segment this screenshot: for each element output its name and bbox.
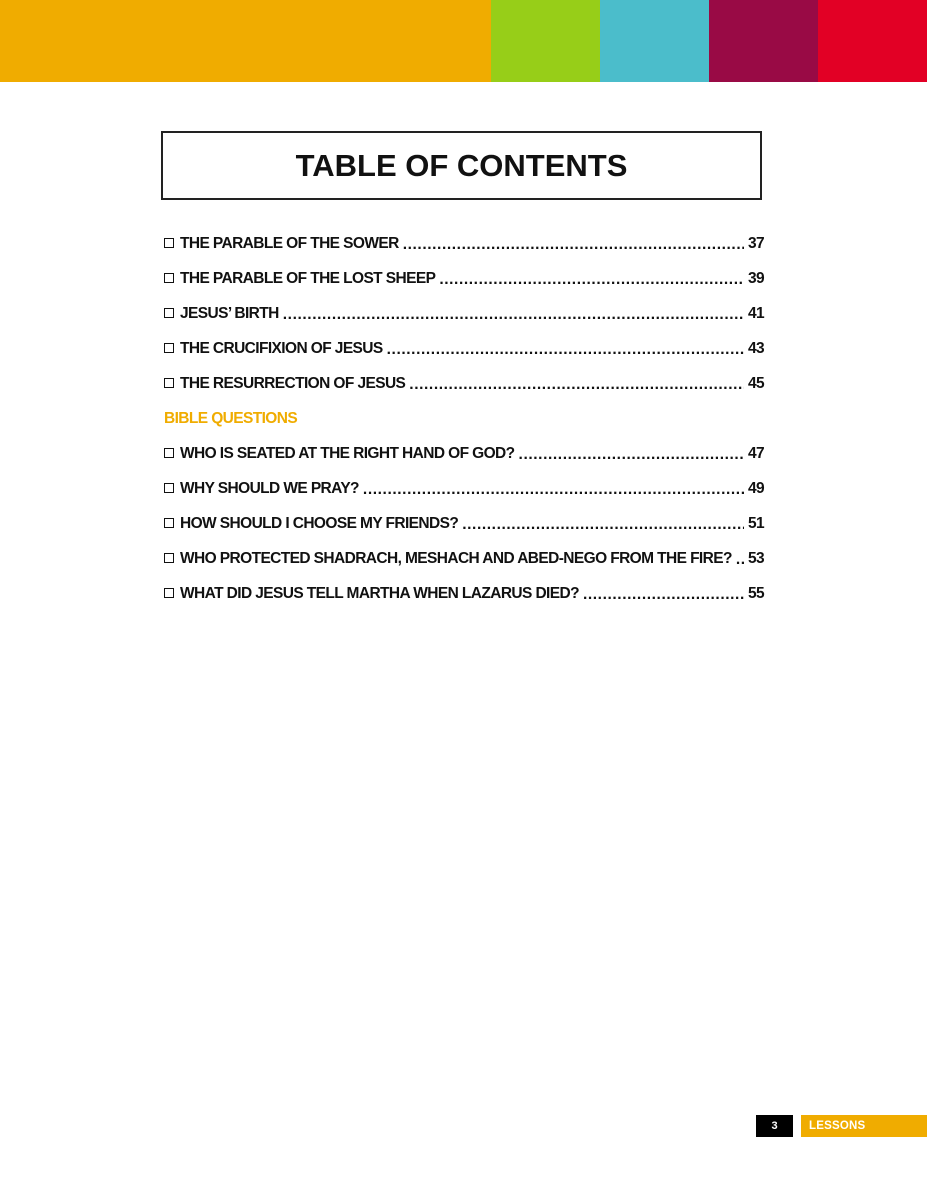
section-heading: BIBLE QUESTIONS (164, 409, 298, 427)
checkbox-icon[interactable] (164, 448, 174, 458)
checkbox-icon[interactable] (164, 273, 174, 283)
checkbox-icon[interactable] (164, 483, 174, 493)
toc-entry-label: THE PARABLE OF THE SOWER (180, 234, 399, 252)
toc-entry[interactable] (164, 331, 764, 366)
checkbox-icon[interactable] (164, 308, 174, 318)
band-segment-cyan (600, 0, 709, 82)
toc-entry[interactable] (164, 261, 764, 296)
toc-entry-page: 51 (747, 514, 764, 532)
toc-entry-page: 49 (747, 479, 764, 497)
toc-entry-page: 41 (747, 304, 764, 322)
checkbox-icon[interactable] (164, 518, 174, 528)
toc-entry-page: 55 (747, 584, 764, 602)
toc-entry-page: 39 (747, 269, 764, 287)
toc-entry-page: 37 (747, 234, 764, 252)
checkbox-icon[interactable] (164, 588, 174, 598)
toc-entry-label: WHY SHOULD WE PRAY? (180, 479, 359, 497)
checkbox-icon[interactable] (164, 343, 174, 353)
toc-entry-label: HOW SHOULD I CHOOSE MY FRIENDS? (180, 514, 459, 532)
toc-entry-label: JESUS’ BIRTH (180, 304, 279, 322)
dot-leader (283, 306, 744, 324)
toc-entry-label: THE RESURRECTION OF JESUS (180, 374, 406, 392)
toc-entry[interactable] (164, 576, 764, 611)
toc-entry[interactable] (164, 471, 764, 506)
toc-entry-label: THE PARABLE OF THE LOST SHEEP (180, 269, 436, 287)
dot-leader (736, 551, 744, 569)
band-segment-orange (0, 0, 491, 82)
toc-entry[interactable] (164, 541, 764, 576)
checkbox-icon[interactable] (164, 378, 174, 388)
dot-leader (519, 446, 744, 464)
dot-leader (409, 376, 744, 394)
toc-entry-page: 53 (747, 549, 764, 567)
toc-entry[interactable] (164, 296, 764, 331)
page-title: TABLE OF CONTENTS (295, 147, 628, 183)
toc-entry-label: WHO PROTECTED SHADRACH, MESHACH AND ABED-NEGO FROM THE FIRE? (180, 549, 732, 567)
top-color-band (0, 0, 927, 82)
title-box (161, 131, 762, 200)
toc-entry-page: 43 (747, 339, 764, 357)
toc-entry-label: WHO IS SEATED AT THE RIGHT HAND OF GOD? (180, 444, 515, 462)
footer-section-label: LESSONS (801, 1115, 927, 1137)
toc-entry-label: WHAT DID JESUS TELL MARTHA WHEN LAZARUS DIED? (180, 584, 579, 602)
band-segment-maroon (709, 0, 818, 82)
band-segment-red (818, 0, 927, 82)
dot-leader (363, 481, 744, 499)
dot-leader (583, 586, 744, 604)
toc-entry[interactable] (164, 226, 764, 261)
checkbox-icon[interactable] (164, 553, 174, 563)
dot-leader (462, 516, 744, 534)
dot-leader (387, 341, 744, 359)
toc-entry[interactable] (164, 436, 764, 471)
toc-entry[interactable] (164, 366, 764, 401)
toc-entry-page: 45 (747, 374, 764, 392)
band-segment-green (491, 0, 600, 82)
table-of-contents (164, 226, 764, 611)
toc-entry[interactable] (164, 506, 764, 541)
toc-entry-label: THE CRUCIFIXION OF JESUS (180, 339, 383, 357)
dot-leader (439, 271, 744, 289)
dot-leader (403, 236, 744, 254)
checkbox-icon[interactable] (164, 238, 174, 248)
footer-page-number: 3 (756, 1115, 793, 1137)
toc-entry-page: 47 (747, 444, 764, 462)
